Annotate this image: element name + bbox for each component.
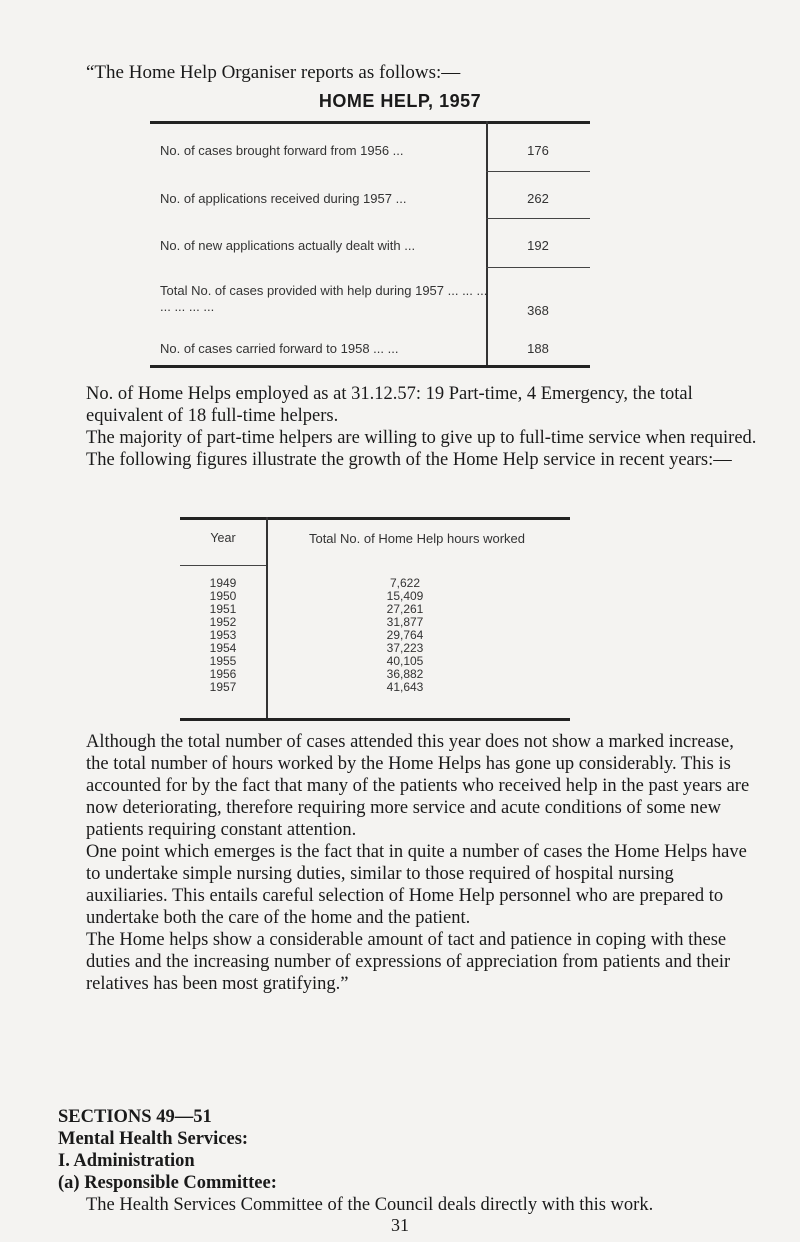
hours-cell: 41,643: [386, 680, 424, 694]
hours-cell: 40,105: [386, 654, 424, 668]
row-label: No. of cases brought forward from 1956 ...: [160, 143, 404, 158]
paragraph-line: The following figures illustrate the growth of the Home Help service in recent years:—: [86, 450, 732, 470]
year-cell: 1951: [209, 602, 237, 616]
sections-subtitle: Mental Health Services:: [58, 1129, 249, 1149]
row-label: No. of cases carried forward to 1958 ... ...: [160, 341, 399, 356]
table-top-rule: [180, 517, 570, 520]
administration-heading: I. Administration: [58, 1151, 195, 1171]
table-bottom-rule: [150, 365, 590, 368]
hours-cell: 29,764: [386, 628, 424, 642]
hours-cell: 27,261: [386, 602, 424, 616]
column-header-year: Year: [210, 531, 236, 545]
sections-title: SECTIONS 49—51: [58, 1107, 212, 1127]
year-cell: 1953: [209, 628, 237, 642]
row-separator: [486, 218, 590, 219]
hours-cell: 15,409: [386, 589, 424, 603]
hours-cell: 36,882: [386, 667, 424, 681]
column-header-hours: Total No. of Home Help hours worked: [308, 531, 526, 546]
paragraph-line: No. of Home Helps employed as at 31.12.57: 19 Part-time, 4 Emergency, the total equivalent of 18 full-time helpers.: [86, 384, 693, 426]
row-value: 192: [527, 238, 549, 253]
hours-cell: 7,622: [389, 576, 421, 590]
paragraph: The Home helps show a considerable amount of tact and patience in coping with these duties and the increasing number of expressions of appreciation from patients and their relatives has been most gratifying.”: [86, 930, 731, 994]
year-cell: 1954: [209, 641, 237, 655]
row-value: 188: [527, 341, 549, 356]
row-label: No. of new applications actually dealt with ...: [160, 238, 416, 253]
row-value: 176: [527, 143, 549, 158]
header-separator: [180, 565, 266, 566]
row-value: 368: [527, 303, 549, 318]
committee-heading: (a) Responsible Committee:: [58, 1173, 277, 1193]
table-top-rule: [150, 121, 590, 124]
year-cell: 1950: [209, 589, 237, 603]
year-cell: 1952: [209, 615, 237, 629]
committee-text: The Health Services Committee of the Council deals directly with this work.: [86, 1195, 654, 1215]
row-separator: [486, 171, 590, 172]
row-value: 262: [527, 191, 549, 206]
year-cell: 1957: [209, 680, 237, 694]
year-cell: 1956: [209, 667, 237, 681]
home-help-cases-table: [150, 121, 590, 368]
page-number: 31: [391, 1215, 409, 1235]
page-heading: HOME HELP, 1957: [318, 91, 482, 111]
year-cell: 1955: [209, 654, 237, 668]
hours-cell: 31,877: [386, 615, 424, 629]
sections-block: [58, 1106, 758, 1216]
row-separator: [486, 267, 590, 268]
hours-worked-table: [180, 517, 570, 721]
discussion-paragraphs: [58, 731, 758, 995]
intro-text: “The Home Help Organiser reports as follows:—: [86, 62, 461, 83]
hours-cell: 37,223: [386, 641, 424, 655]
paragraph: One point which emerges is the fact that in quite a number of cases the Home Helps have to undertake simple nursing duties, similar to those required of hospital nursing auxiliaries. This entails careful selection of Home Help personnel who are prepared to undertake both the care of the home and the patient.: [86, 842, 747, 928]
paragraph-line: The majority of part-time helpers are willing to give up to full-time service when required.: [86, 428, 757, 448]
table-bottom-rule: [180, 718, 570, 721]
staff-paragraph: [58, 383, 758, 471]
paragraph: Although the total number of cases attended this year does not show a marked increase, the total number of hours worked by the Home Helps has gone up considerably. This is accounted for by the fact that many of the patients who received help in the past years are now deteriorating, therefore requiring more service and acute conditions of some new patients requiring constant attention.: [86, 732, 750, 840]
table-column-divider: [266, 517, 268, 721]
row-label: No. of applications received during 1957 ...: [160, 191, 407, 206]
row-label: Total No. of cases provided with help during 1957 ... ... ... ... ... ... ...: [160, 283, 488, 314]
year-cell: 1949: [209, 576, 237, 590]
